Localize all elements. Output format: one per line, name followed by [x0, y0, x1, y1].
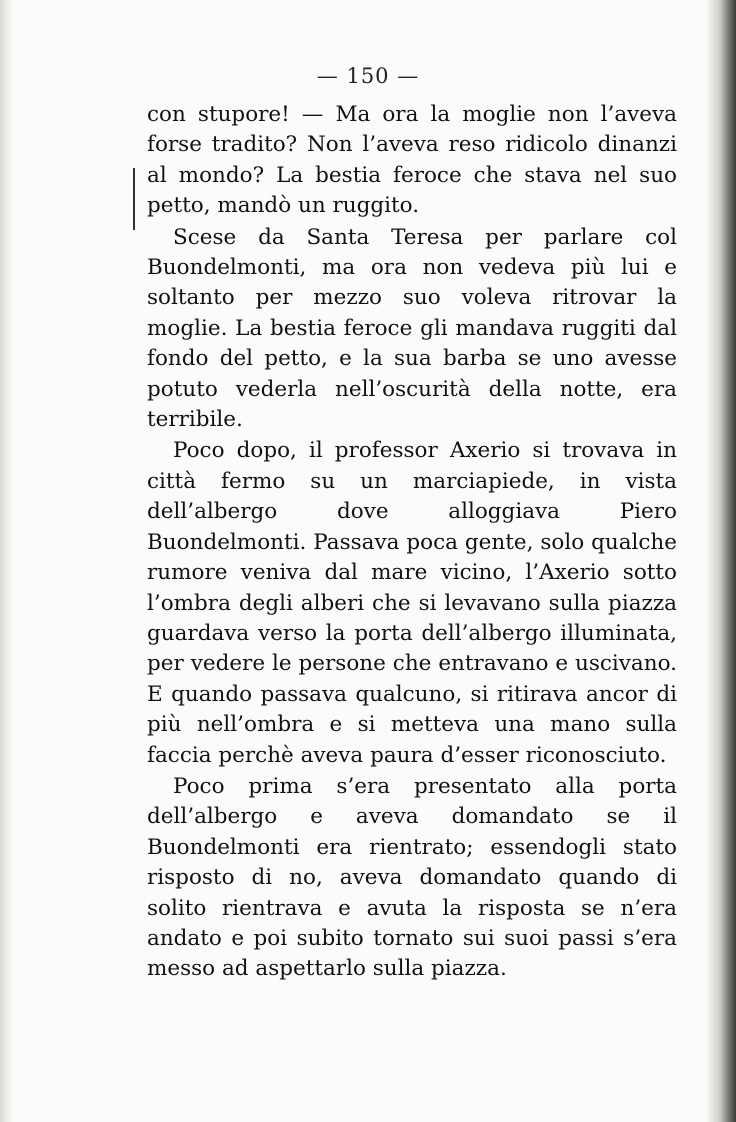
paragraph-3: Poco dopo, il professor Axerio si trovava in città fermo su un marciapiede, in vista dell’albergo dove alloggiava Piero Buondelmonti. Passava poca gente, solo qualche rumore veniva dal mare vicino, l’Axerio sotto l’ombra degli alberi che si levavano sulla piazza guardava verso la porta dell’albergo illuminata, per vedere le persone che entravano e uscivano. E quando passava qualcuno, si ritirava ancor di più nell’ombra e si metteva una mano sulla faccia perchè aveva paura d’esser riconosciuto. [147, 438, 677, 768]
page-number: — 150 — [316, 64, 420, 88]
paragraph-1: con stupore! — Ma ora la moglie non l’aveva forse tradito? Non l’aveva reso ridicolo dinanzi al mondo? La bestia feroce che stava nel suo petto, mandò un ruggito. [147, 102, 677, 219]
margin-mark [133, 168, 135, 230]
scan-left-edge [0, 0, 14, 1122]
body-text [147, 100, 677, 985]
paragraph-2: Scese da Santa Teresa per parlare col Buondelmonti, ma ora non vedeva più lui e soltanto per mezzo suo voleva ritrovar la moglie. La bestia feroce gli mandava ruggiti dal fondo del petto, e la sua barba se uno avesse potuto vederla nell’oscurità della notte, era terribile. [147, 224, 677, 433]
scan-right-edge [706, 0, 736, 1122]
paragraph-4: Poco prima s’era presentato alla porta dell’albergo e aveva domandato se il Buondelmonti era rientrato; essendogli stato risposto di no, aveva domandato quando di solito rientrava e avuta la risposta se n’era andato e poi subito tornato sui suoi passi s’era messo ad aspettarlo sulla piazza. [147, 773, 677, 982]
